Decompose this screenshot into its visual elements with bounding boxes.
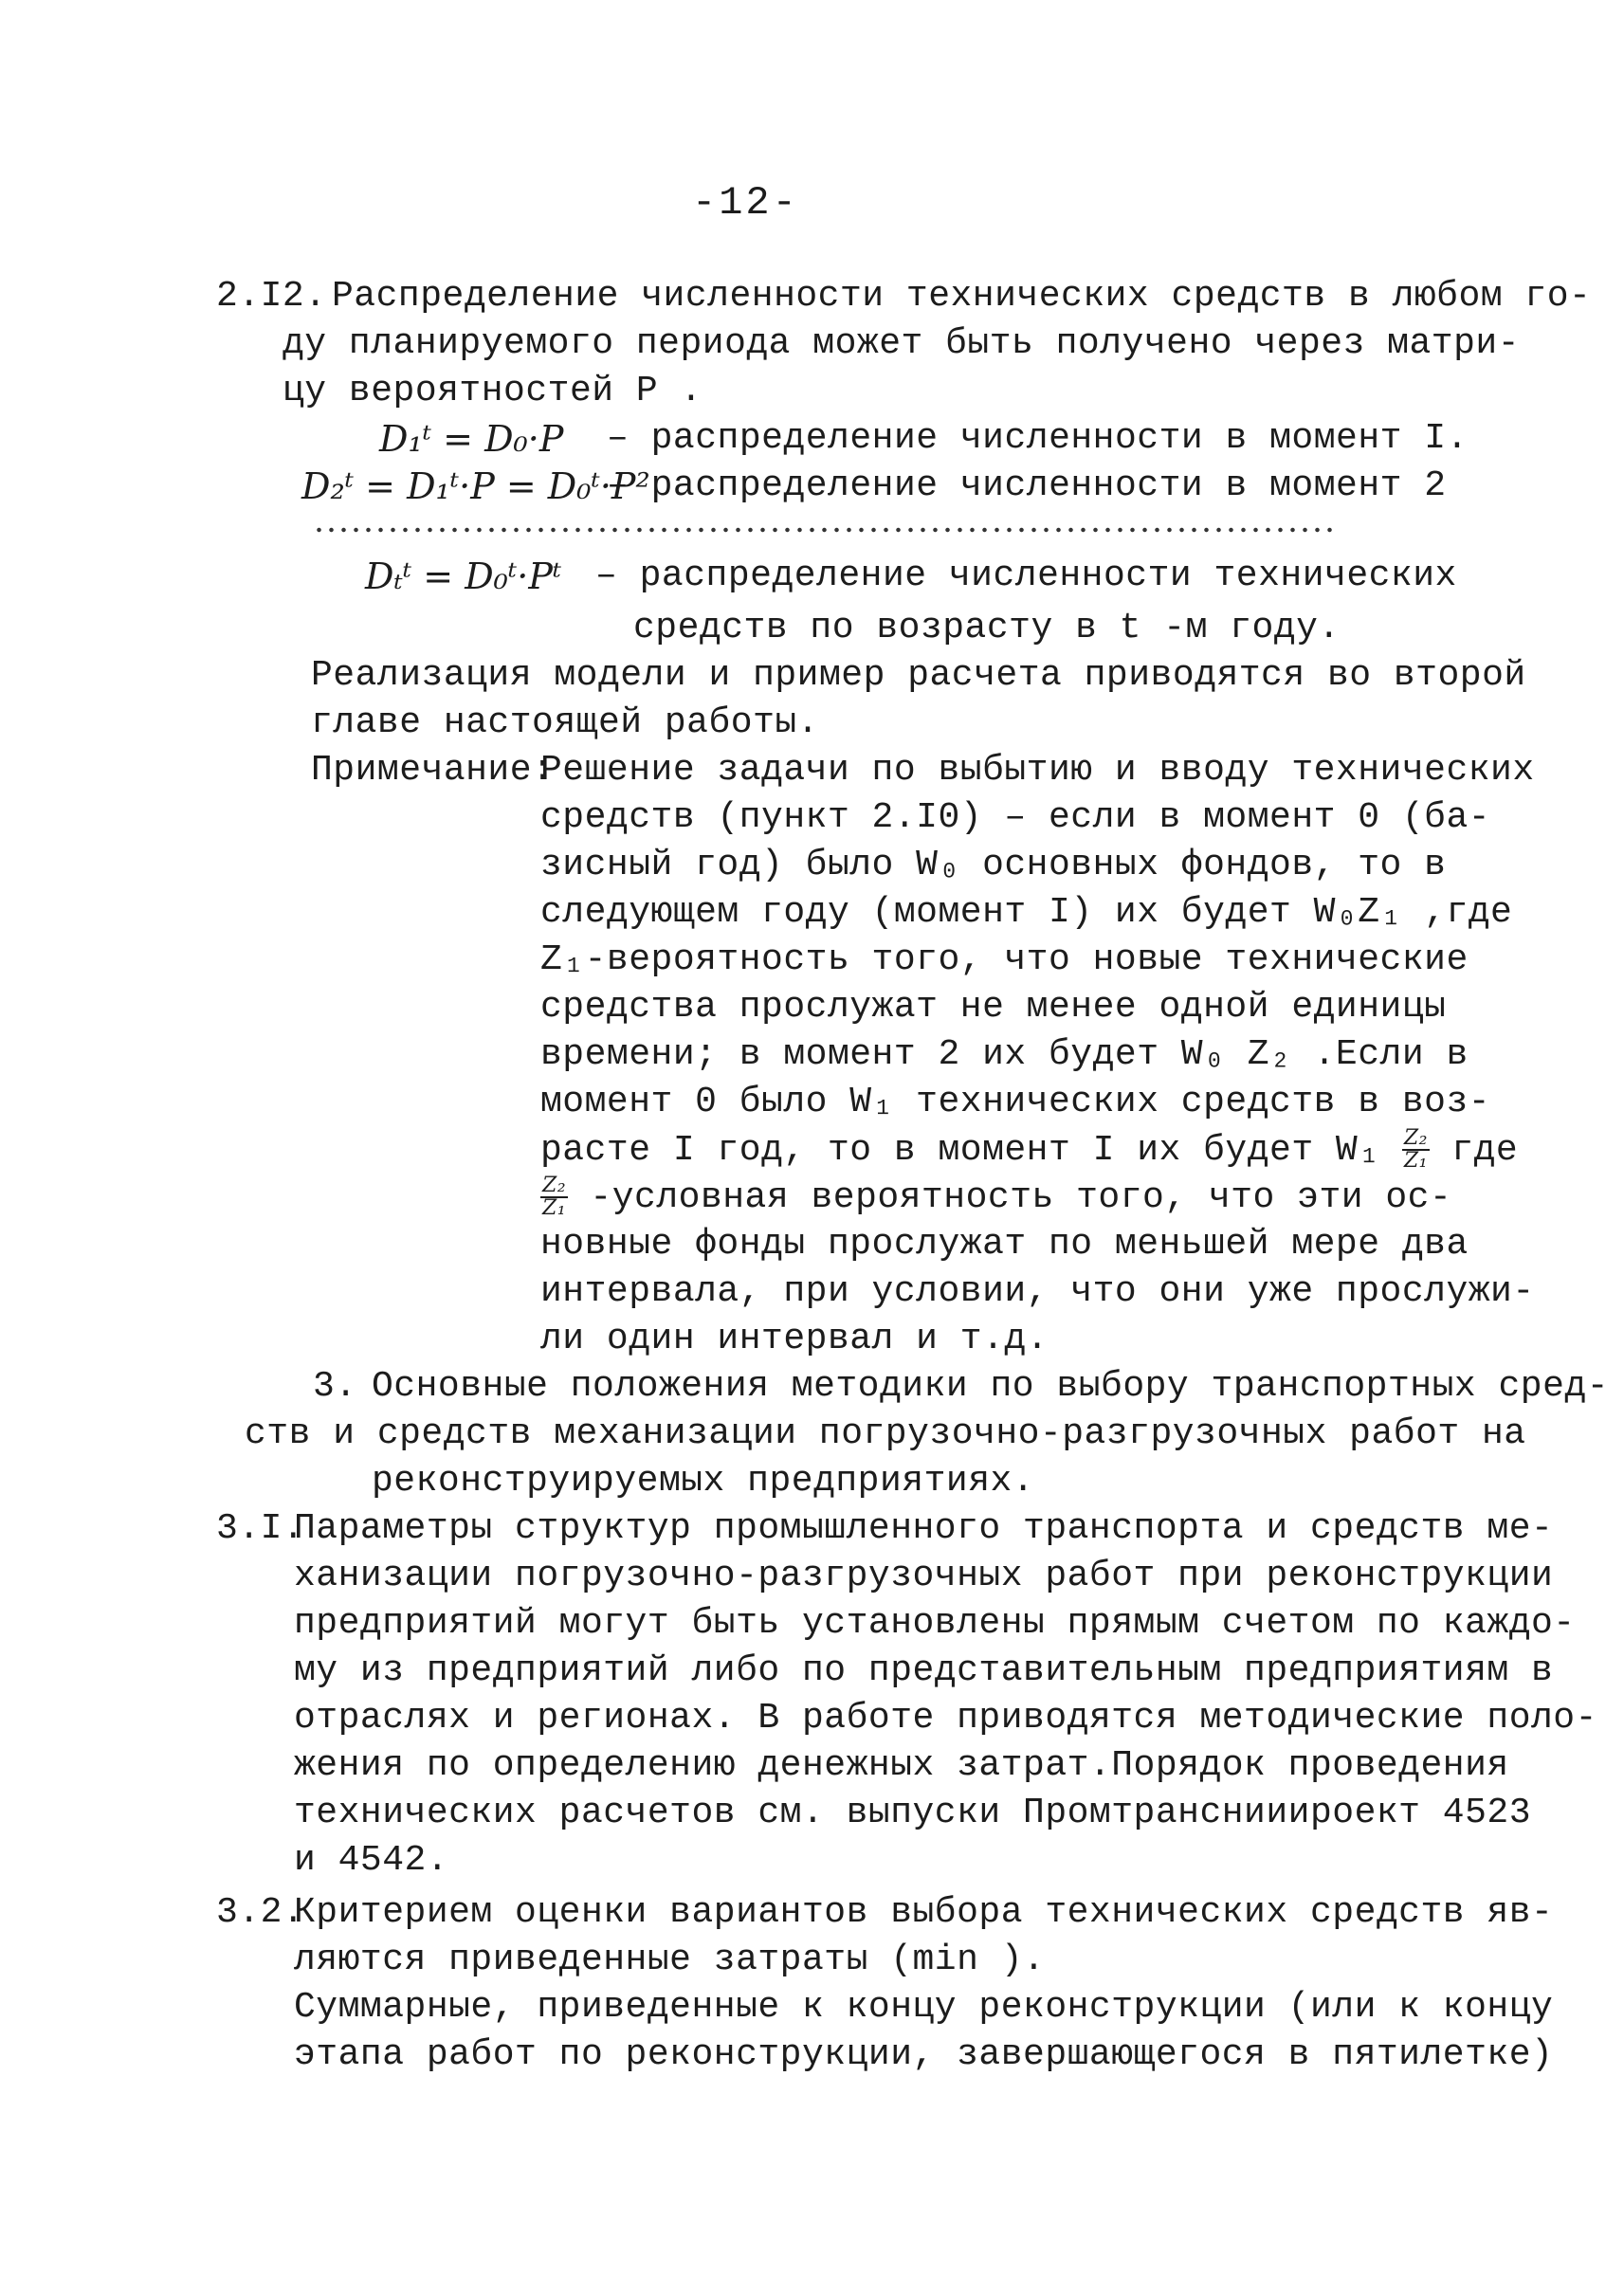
note-line-9 (540, 1128, 1518, 1173)
fraction-numerator-2: Z₂ (542, 1174, 567, 1197)
formula-2: D₂ᵗ = D₁ᵗ·P = D₀ᵗ·P² (301, 465, 650, 507)
note-line-11: новные фонды прослужат по меньшей мере два (540, 1224, 1469, 1265)
formula-3: Dₜᵗ = D₀ᵗ·Pᵗ (365, 556, 562, 597)
section-3-1-line-5: отраслях и регионах. В работе приводятся методические поло- (294, 1698, 1597, 1739)
section-3-2-line-4: этапа работ по реконструкции, завершающегося в пятилетке) (294, 2034, 1554, 2075)
formula-1: D₁ᵗ = D₀·P (379, 418, 564, 460)
section-3-1-line-2: ханизации погрузочно-разгрузочных работ при реконструкции (294, 1556, 1554, 1596)
note-line-7: времени; в момент 2 их будет W₀ Z₂ .Если в (540, 1034, 1469, 1075)
note-line-10-text: -условная вероятность того, что эти ос- (590, 1177, 1452, 1219)
fraction-z2-z1-inline (540, 1175, 568, 1219)
note-line-5: Z₁-вероятность того, что новые технические (540, 939, 1469, 980)
formula-1-description: – распределение численности в момент I. (607, 418, 1469, 459)
section-3-1-line-3: предприятий могут быть установлены прямым счетом по каждо- (294, 1603, 1576, 1644)
note-line-12: интервала, при условии, что они уже прослужи- (540, 1271, 1535, 1312)
note-line-6: средства прослужат не менее одной единицы (540, 987, 1447, 1028)
fraction-denominator: Z₁ (1403, 1149, 1428, 1173)
section-3-line-1: Основные положения методики по выбору транспортных сред- (372, 1366, 1610, 1407)
note-line-10 (540, 1175, 1451, 1220)
fraction-denominator-2: Z₁ (542, 1196, 567, 1220)
section-3-line-2: ств и средств механизации погрузочно-разгрузочных работ на (245, 1413, 1526, 1454)
section-3-2-line-1: Критерием оценки вариантов выбора технических средств яв- (294, 1892, 1554, 1933)
section-3-line-3: реконструируемых предприятиях. (372, 1461, 1035, 1502)
note-line-13: ли один интервал и т.д. (540, 1319, 1049, 1359)
fraction-numerator: Z₂ (1403, 1126, 1428, 1150)
section-3-2-line-3: Суммарные, приведенные к концу реконструкции (или к концу (294, 1987, 1554, 2028)
note-label: Примечание: (311, 750, 555, 791)
section-3-1-line-6: жения по определению денежных затрат.Порядок проведения (294, 1745, 1509, 1786)
note-line-9-tail: где (1451, 1130, 1519, 1172)
fraction-z2-z1 (1402, 1128, 1430, 1172)
formula-3-description-line-2: средств по возрасту в t -м году. (633, 608, 1341, 648)
realization-line-1: Реализация модели и пример расчета приводятся во второй (311, 655, 1526, 696)
note-line-9-text: расте I год, то в момент I их будет W₁ (540, 1130, 1380, 1172)
formula-2-description: – распределение численности в момент 2 (607, 465, 1447, 506)
section-3-2-line-2: ляются приведенные затраты (min ). (294, 1940, 1046, 1980)
note-line-3: зисный год) было W₀ основных фондов, то в (540, 845, 1447, 885)
section-3-2-number: 3.2. (216, 1892, 305, 1933)
page-number: -12- (692, 180, 799, 226)
section-3-number: 3. (313, 1366, 357, 1407)
section-3-1-line-1: Параметры структур промышленного транспорта и средств ме- (294, 1508, 1554, 1549)
dotted-separator (313, 526, 1337, 534)
section-2-12-line-1: Распределение численности технических средств в любом го- (332, 276, 1592, 317)
note-line-2: средств (пункт 2.I0) – если в момент 0 (ба- (540, 797, 1491, 838)
section-2-12-number: 2.I2. (216, 276, 327, 317)
note-line-8: момент 0 было W₁ технических средств в воз- (540, 1082, 1491, 1122)
section-2-12-line-2: ду планируемого периода может быть получено через матри- (283, 323, 1521, 364)
section-3-1-line-4: му из предприятий либо по представительным предприятиям в (294, 1650, 1554, 1691)
section-3-1-number: 3.I. (216, 1508, 305, 1549)
realization-line-2: главе настоящей работы. (311, 702, 819, 743)
section-3-1-line-7: технических расчетов см. выпуски Промтранснииироект 4523 (294, 1793, 1532, 1833)
section-3-1-line-8: и 4542. (294, 1840, 449, 1881)
formula-3-description-line-1: – распределение численности технических (595, 556, 1457, 596)
section-2-12-line-3: цу вероятностей Р . (283, 371, 703, 411)
note-line-1: Решение задачи по выбытию и вводу технических (540, 750, 1535, 791)
note-line-4: следующем году (момент I) их будет W₀Z₁ ,где (540, 892, 1513, 933)
